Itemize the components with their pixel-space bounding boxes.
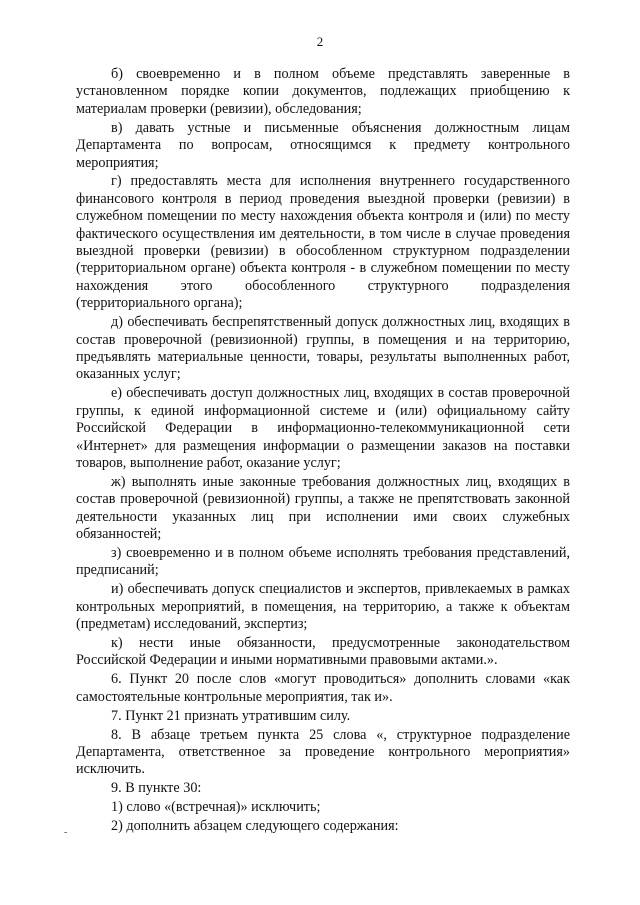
margin-mark: - <box>64 827 68 838</box>
item-8: 8. В абзаце третьем пункта 25 слова «, структурное подразделение Департамента, ответственное за проведение контрольного мероприятия» исключить. <box>76 726 570 778</box>
paragraph-d: д) обеспечивать беспрепятственный допуск должностных лиц, входящих в состав проверочной (ревизионной) группы, в помещения и на территорию, предъявлять материальные ценности, товары, результаты выполненных работ, оказанных услуг; <box>76 314 570 383</box>
item-9: 9. В пункте 30: <box>111 780 202 797</box>
paragraph-zh: ж) выполнять иные законные требования должностных лиц, входящих в состав проверочной (ревизионной) группы, а также не препятствовать законной деятельности указанных лиц при исполнении ими своих служебных обязанностей; <box>76 473 570 543</box>
paragraph-k: к) нести иные обязанности, предусмотренные законодательством Российской Федерации и иными нормативными правовыми актами.». <box>76 635 570 669</box>
page-number: 2 <box>316 34 324 49</box>
paragraph-z: з) своевременно и в полном объеме исполнять требования представлений, предписаний; <box>76 544 570 579</box>
paragraph-v: в) давать устные и письменные объяснения должностным лицам Департамента по вопросам, относящимся к предмету контрольного мероприятия; <box>76 119 570 171</box>
document-body <box>76 66 570 835</box>
paragraph-e: е) обеспечивать доступ должностных лиц, входящих в состав проверочной группы, к единой информационной системе и (или) официальному сайту Российской Федерации в информационно-телекоммуникационной сети «Интернет» для размещения информации о размещении заказов на поставки товаров, выполнение работ, оказание услуг; <box>76 385 570 471</box>
paragraph-b: б) своевременно и в полном объеме представлять заверенные в установленном порядке копии документов, подлежащих приобщению к материалам проверки (ревизии), обследования; <box>76 66 570 117</box>
item-9-sub-1: 1) слово «(встречная)» исключить; <box>111 799 321 816</box>
item-9-sub-2: 2) дополнить абзацем следующего содержания: <box>111 818 399 835</box>
paragraph-g: г) предоставлять места для исполнения внутреннего государственного финансового контроля в период проведения выездной проверки (ревизии) в служебном помещении по месту нахождения объекта контроля и (или) по месту фактического осуществления им деятельности, в том числе в случае проведения выездной проверки (ревизии) в обособленном структурном подразделении (территориальном органе) объекта контроля - в служебном помещении по месту нахождения этого обособленного структурного подразделения (территориального органа); <box>76 173 570 312</box>
paragraph-i: и) обеспечивать допуск специалистов и экспертов, привлекаемых в рамках контрольных мероприятий, в помещения, на территорию, а также к объектам (предметам) исследований, экспертиз; <box>76 581 570 633</box>
item-7: 7. Пункт 21 признать утратившим силу. <box>111 707 351 724</box>
item-6: 6. Пункт 20 после слов «могут проводиться» дополнить словами «как самостоятельные контрольные мероприятия, так и». <box>76 671 570 705</box>
